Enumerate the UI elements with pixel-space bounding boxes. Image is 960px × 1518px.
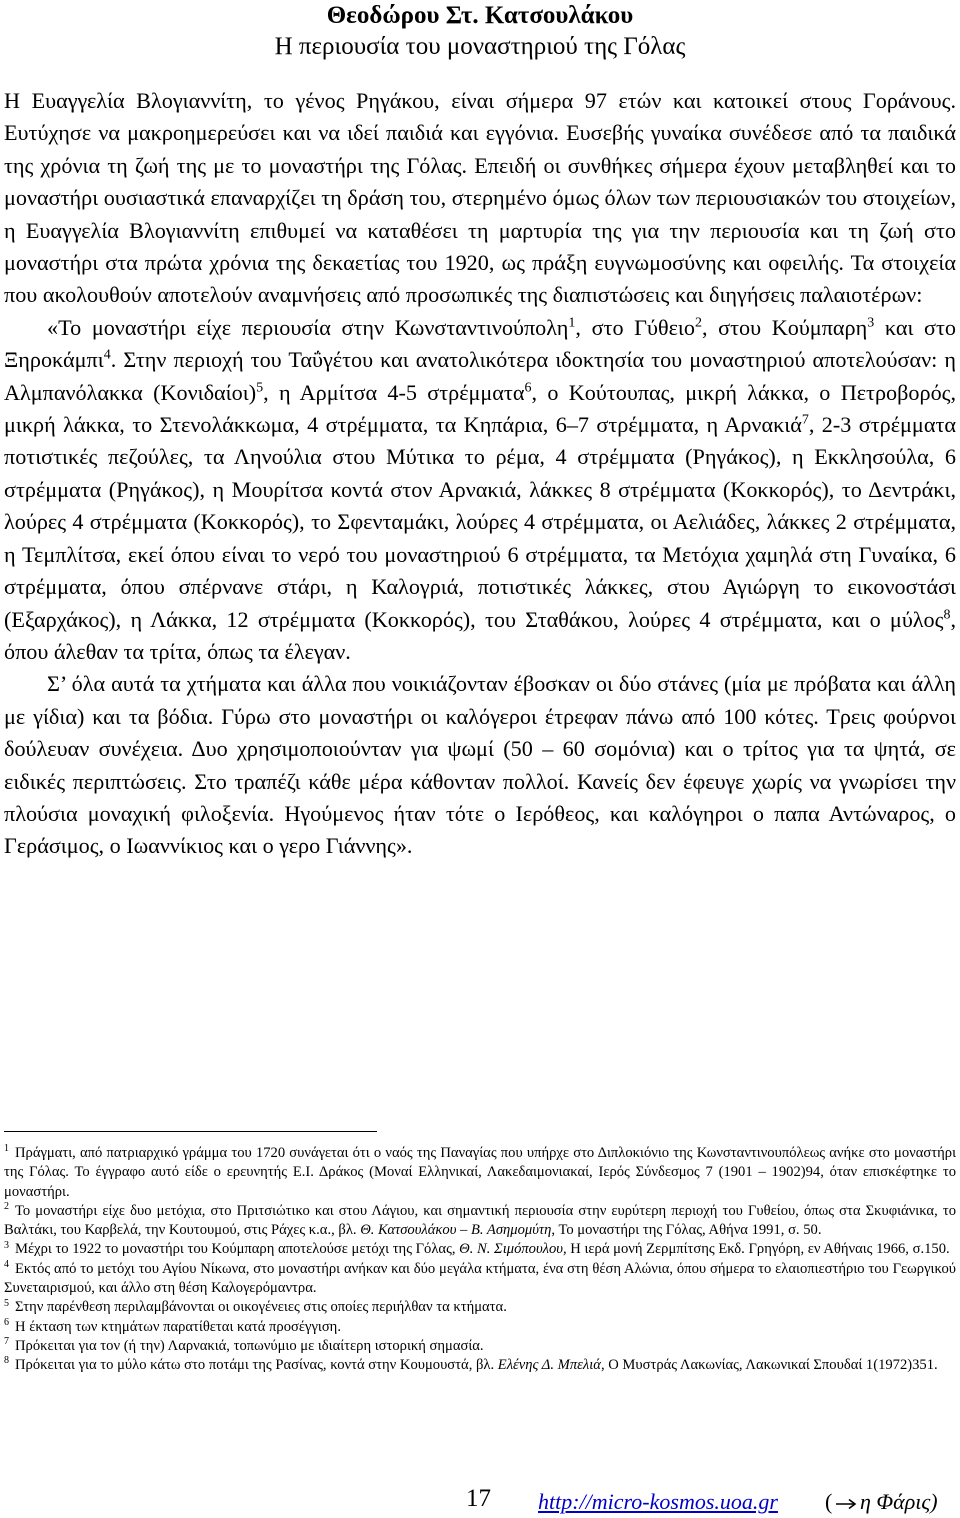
footnote-ref-2[interactable]: 2 <box>694 315 702 331</box>
footnote-text: , Η ιερά μονή Ζερμπίτσης Εκδ. Γρηγόρη, εν Αθήναις 1966, σ.150. <box>563 1241 950 1258</box>
footnote-text: Εκτός από το μετόχι του Αγίου Νίκωνα, στο μοναστήρι ανήκαν και δύο μεγάλα κτήματα, ένα στη θέση Αλώνια, όπου σήμερα το ελαιοπιεστήριο του Γεωργικού Συνεταιρισμού, και άλλο στη θέση Καλογερόμαντρα. <box>4 1260 956 1297</box>
footnote-ref-7[interactable]: 7 <box>801 412 809 428</box>
paragraph-text: και στο Ξηροκάμπι <box>4 314 956 373</box>
footnote-3 <box>4 1240 956 1259</box>
article-title: Η περιουσία του μοναστηριού της Γόλας <box>274 33 686 60</box>
footer-label: η Φάρις) <box>860 1489 938 1514</box>
footnote-8 <box>4 1356 956 1375</box>
paragraph-text: , 2-3 στρέμματα ποτιστικές πεζούλες, τα Ληνούλια στου Μύτικα το ρέμα, 4 στρέμματα (Ρηγάκος), η Εκκλησούλα, 6 στρέμματα (Ρηγάκος), η Μουρίτσα κοντά στον Αρνακιά, λάκκες 8 στρέμματα (Κοκκορός), το Δεντράκι, λούρες 4 στρέμματα (Κοκκορός), το Σφενταμάκι, λούρες 4 στρέμματα, οι Αελιάδες, λάκκες 2 στρέμματα, η Τεμπλίτσα, εκεί όπου είναι το νερό του μοναστηριού 6 στρέμματα, τα Μετόχια χαμηλά στη Γυναίκα, 6 στρέμματα, όπου σπέρνανε στάρι, η Καλογριά, ποτιστικές λάκκες, στου Αγιώργη το εικονοστάσι (Εξαρχάκος), η Λάκκα, 12 στρέμματα (Κοκκορός), του Σταθάκου, λούρες 4 στρέμματα, και ο μύλος <box>4 412 956 632</box>
footnote-number: 2 <box>4 1201 9 1213</box>
footnote-author: Ελένης Δ. Μπελιά <box>497 1357 601 1374</box>
paragraph-1 <box>4 85 956 312</box>
footnotes <box>4 1144 956 1376</box>
footnote-ref-3[interactable]: 3 <box>867 315 875 331</box>
footnote-text: , Το μοναστήρι της Γόλας, Αθήνα 1991, σ. 50. <box>551 1222 822 1239</box>
footnote-number: 8 <box>4 1355 9 1367</box>
paragraph-text: , η Αρμίτσα 4-5 στρέμματα <box>263 379 525 405</box>
paragraph-text: . Στην περιοχή του Ταΰγέτου και ανατολικότερα ιδοκτησία του μοναστηριού αποτελούσαν: η Αλμπανόλακκα (Κονιδαίοι) <box>4 347 956 405</box>
footnote-separator <box>4 1131 377 1132</box>
footnote-number: 7 <box>4 1336 9 1348</box>
footnote-ref-1[interactable]: 1 <box>568 315 576 331</box>
footnote-ref-8[interactable]: 8 <box>943 607 951 623</box>
footnote-1 <box>4 1144 956 1202</box>
footnote-text: Πρόκειται για το μύλο κάτω στο ποτάμι της Ρασίνας, κοντά στην Κουμουστά, βλ. <box>15 1357 498 1374</box>
footnote-number: 4 <box>4 1258 9 1270</box>
footnote-text: Πράγματι, από πατριαρχικό γράμμα του 1720 συνάγεται ότι ο ναός της Παναγίας που υπήρχε στο Διπλοκιόνιο της Κωνσταντινουπόλεως ανήκε στο μοναστήρι της Γόλας. Το έγγραφο αυτό είδε ο ερευνητής Ε.Ι. Δράκος (Μοναί Ελληνικαί, Λακεδαιμονιακαί, Ιερός Σύνδεσμος 7 (1901 – 1902)94, όταν επισκέφτηκε το μοναστήρι. <box>4 1145 956 1200</box>
paragraph-text: , στο Γύθειο <box>575 314 695 340</box>
paragraph-text: Η Ευαγγελία Βλογιαννίτη, το γένος Ρηγάκου, είναι σήμερα 97 ετών και κατοικεί στους Γοράνους. Ευτύχησε να μακροημερεύσει και να ιδεί παιδιά και εγγόνια. Ευσεβής γυναίκα συνέδεσε από τα παιδικά της χρόνια τη ζωή της με το μοναστήρι της Γόλας. Επειδή οι συνθήκες σήμερα έχουν μεταβληθεί και το μοναστήρι ουσιαστικά επαναρχίζει τη δράση του, στερημένο όμως όλων των περιουσιακών του στοιχείων, η Ευαγγελία Βλογιαννίτη επιθυμεί να καταθέσει τη μαρτυρία της για την περιουσία και τη ζωή στο μοναστήρι στα πρώτα χρόνια της δεκαετίας του 1920, ως πράξη ευγνωμοσύνης και οφειλής. Τα στοιχεία που ακολουθούν αποτελούν αναμνήσεις από προσωπικές της διαπιστώσεις και διηγήσεις παλαιοτέρων: <box>4 88 956 308</box>
footnote-4 <box>4 1260 956 1299</box>
footnote-number: 1 <box>4 1143 9 1155</box>
paragraph-text: «Το μοναστήρι είχε περιουσία στην Κωνσταντινούπολη <box>47 314 569 340</box>
footnote-text: Η έκταση των κτημάτων παρατίθεται κατά προσέγγιση. <box>15 1318 341 1335</box>
site-link[interactable]: http://micro-kosmos.uoa.gr <box>538 1489 778 1514</box>
page-number: 17 <box>466 1485 491 1512</box>
paragraph-text: , στου Κούμπαρη <box>701 314 868 340</box>
footnote-number: 6 <box>4 1316 9 1328</box>
footnote-6 <box>4 1318 956 1337</box>
footnote-ref-6[interactable]: 6 <box>524 380 532 396</box>
page-footer <box>0 1483 960 1517</box>
footnote-number: 5 <box>4 1297 9 1309</box>
footnote-ref-5[interactable]: 5 <box>256 380 264 396</box>
paragraph-text: , όπου άλεθαν τα τρίτα, όπως τα έλεγαν. <box>4 606 956 664</box>
footnote-7 <box>4 1337 956 1356</box>
footnote-text: , Ο Μυστράς Λακωνίας, Λακωνικαί Σπουδαί 1(1972)351. <box>600 1357 938 1374</box>
footnote-text: Μέχρι το 1922 το μοναστήρι του Κούμπαρη αποτελούσε μετόχι της Γόλας, <box>15 1241 460 1258</box>
paragraph-text: Σ’ όλα αυτά τα χτήματα και άλλα που νοικιάζονταν έβοσκαν οι δύο στάνες (μία με πρόβατα και άλλη με γίδια) και τα βόδια. Γύρω στο μοναστήρι οι καλόγεροι έτρεφαν πάνω από 100 κότες. Τρεις φούρνοι δούλευαν συνέχεια. Δυο χρησιμοποιούνταν για ψωμί (50 – 60 σομόνια) και ο τρίτος για τα ψητά, σε ειδικές περιπτώσεις. Στο τραπέζι κάθε μέρα κάθονταν πολλοί. Κανείς δεν έφευγε χωρίς να γνωρίσει την πλούσια μοναχική φιλοξενία. Ηγούμενος ήταν τότε ο Ιερόθεος, και καλόγηροι ο παπα Αντώναρος, ο Γεράσιμος, ο Ιωαννίκιος και ο γερο Γιάννης». <box>4 671 956 859</box>
footnote-text: Πρόκειται για τον (ή την) Λαρνακιά, τοπωνύμιο με ιδιαίτερη ιστορική σημασία. <box>15 1337 484 1354</box>
footnote-author: Θ. Ν. Σιμόπουλου <box>459 1241 563 1258</box>
footnote-5 <box>4 1298 956 1317</box>
article-body <box>4 85 956 863</box>
footer-label-paren: ( <box>825 1489 833 1514</box>
footnote-number: 3 <box>4 1239 9 1251</box>
paragraph-3 <box>4 668 956 862</box>
footnote-author: Θ. Κατσουλάκου – Β. Ασημομύτη <box>360 1222 552 1239</box>
right-arrow-icon <box>835 1498 857 1510</box>
footnote-ref-4[interactable]: 4 <box>103 347 111 363</box>
author-heading: Θεοδώρου Στ. Κατσουλάκου <box>326 2 634 29</box>
footnote-text: Το μοναστήρι είχε δυο μετόχια, στο Πριτσιώτικο και στου Λάγιου, και σημαντική περιουσία στην ευρύτερη περιοχή του Γυθείου, όπως στα Σκυφιάνικα, το Βαλτάκι, του Καρβελά, την Κουτουμού, στις Ράχες κ.α., βλ. <box>4 1202 956 1239</box>
paragraph-text: , ο Κούτουπας, μικρή λάκκα, ο Πετροβορός, μικρή λάκκα, το Στενολάκκωμα, 4 στρέμματα, τα Κηπάρια, 6–7 στρέμματα, η Αρνακιά <box>4 379 956 438</box>
paragraph-2 <box>4 312 956 668</box>
footnote-2 <box>4 1202 956 1241</box>
footnote-text: Στην παρένθεση περιλαμβάνονται οι οικογένειες στις οποίες περιήλθαν τα κτήματα. <box>15 1299 507 1316</box>
